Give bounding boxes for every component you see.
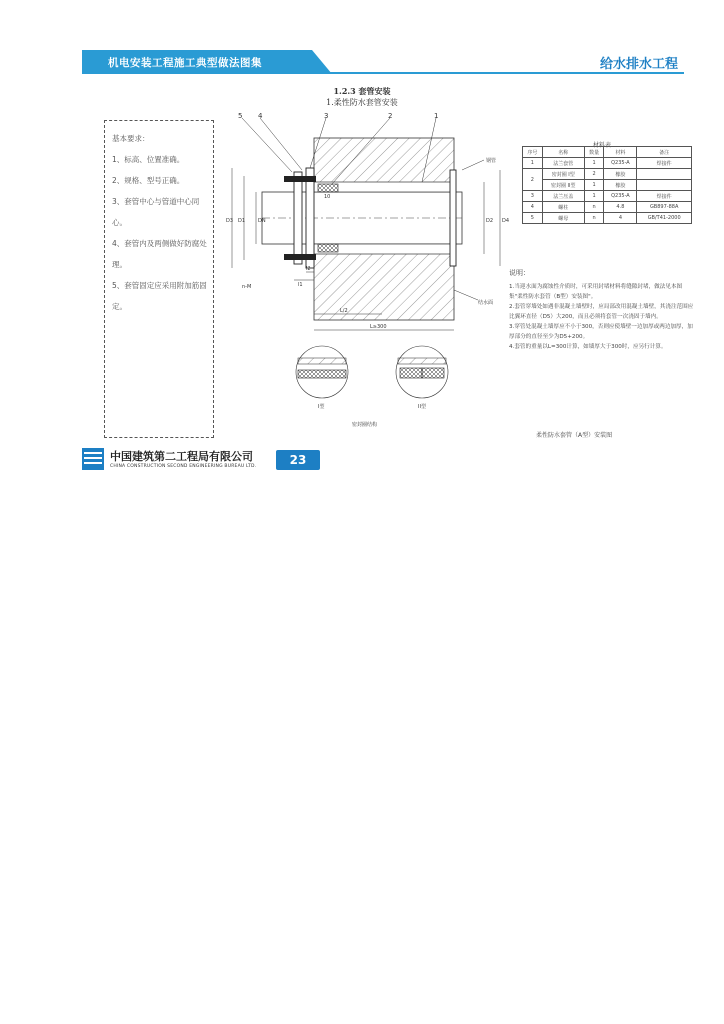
table-header-cell: 序号 — [523, 147, 543, 158]
table-row: 1 法兰套管 1 Q235-A 焊接件 — [523, 158, 692, 169]
gland — [294, 172, 302, 264]
callout-3: 3 — [324, 112, 329, 120]
note-item: 2.套管穿墙处如遇非混凝土墙壁时，应局部改用混凝土墙壁，其浇注范围应比翼环直径（D5）大200，而且必须将套管一次浇固于墙内。 — [509, 304, 694, 320]
table-row: 4 螺柱 n 4.8 GB897-88A — [523, 202, 692, 213]
caption-seal-structure: 密封圈结构 — [352, 422, 378, 428]
label-d4: D4 — [502, 218, 510, 224]
callout-4: 4 — [258, 112, 263, 120]
label-10: 10 — [324, 194, 331, 200]
footer-company-name: 中国建筑第二工程局有限公司 — [110, 450, 253, 463]
seal-ring-bottom — [318, 244, 338, 252]
table-row: 2 密封圈 I型 2 橡胶 — [523, 169, 692, 180]
section-title: 1.2.3 套管安装 — [333, 86, 391, 96]
label-l1: l1 — [298, 282, 303, 288]
label-d2: D2 — [486, 218, 494, 224]
header-divider — [82, 72, 684, 74]
note-item: 4.套管的重量以L=300计算，如墙厚大于300时，应另行计算。 — [509, 344, 667, 350]
table-header-cell: 数量 — [584, 147, 604, 158]
flange — [306, 168, 314, 268]
header-book-title: 机电安装工程施工典型做法图集 — [108, 57, 262, 69]
requirement-item: 2、规格、型号正确。 — [112, 176, 185, 185]
requirements-list — [112, 128, 214, 317]
figure-caption: 柔性防水套管（A型）安装图 — [536, 432, 613, 439]
page-header — [82, 50, 684, 74]
requirements-heading: 基本要求： — [112, 134, 150, 143]
label-l2b: l2 — [306, 266, 311, 272]
callout-5: 5 — [238, 112, 243, 120]
table-row: 密封圈 II型 1 橡胶 — [523, 180, 692, 191]
note-item: 1.当迎水面为腐蚀性介质时，可采用封堵材料将缝隙封堵，做法见本图集"柔性防水套管（B型）安装图"。 — [509, 284, 683, 300]
materials-table — [522, 146, 692, 224]
table-header-cell: 名称 — [542, 147, 584, 158]
requirement-item: 4、套管内及两侧做好防腐处理。 — [112, 239, 207, 269]
requirement-item: 5、套管固定应采用附加筋固定。 — [112, 281, 207, 311]
wing-ring — [450, 170, 456, 266]
label-pipe: 钢管 — [486, 158, 497, 164]
table-header-row — [523, 147, 692, 158]
detail-type-ii — [396, 346, 448, 398]
label-l300: L≥300 — [370, 324, 387, 330]
sleeve-installation-drawing — [222, 110, 512, 440]
page-number: 23 — [276, 450, 320, 470]
seal-ring-top — [318, 184, 338, 192]
table-header-cell: 备注 — [637, 147, 692, 158]
requirement-item: 3、套管中心与管道中心同心。 — [112, 197, 200, 227]
label-wall: 结水面 — [478, 300, 494, 306]
label-nm: n-M — [242, 284, 252, 290]
notes — [509, 268, 695, 352]
table-row: 3 法兰压盖 1 Q235-A 焊接件 — [523, 191, 692, 202]
label-dn: DN — [258, 218, 266, 224]
caption-type-ii: II型 — [418, 404, 426, 410]
table-row: 5 螺母 n 4 GB/T41-2000 — [523, 213, 692, 224]
header-chapter-title: 给水排水工程 — [599, 57, 678, 72]
materials-title: 材料表 — [593, 142, 612, 149]
callout-1: 1 — [434, 112, 439, 120]
requirement-item: 1、标高、位置准确。 — [112, 155, 185, 164]
note-item: 3.穿管处混凝土墙厚应不小于300，否则应使墙壁一边加厚或两边加厚，加厚部分的直径至少为D5+200。 — [509, 324, 693, 340]
notes-heading: 说明： — [509, 269, 530, 277]
bolt-bottom — [284, 254, 316, 260]
footer-company-english: CHINA CONSTRUCTION SECOND ENGINEERING BUREAU LTD. — [110, 464, 257, 469]
section-subtitle: 1.柔性防水套管安装 — [326, 98, 398, 107]
table-header-cell: 材料 — [604, 147, 637, 158]
label-l2: L/2 — [340, 308, 348, 314]
detail-type-i — [296, 346, 348, 398]
bolt-top — [284, 176, 316, 182]
label-d1: D1 — [238, 218, 246, 224]
label-d3: D3 — [226, 218, 234, 224]
caption-type-i: I型 — [318, 404, 325, 410]
callout-2: 2 — [388, 112, 393, 120]
company-logo — [82, 448, 104, 470]
